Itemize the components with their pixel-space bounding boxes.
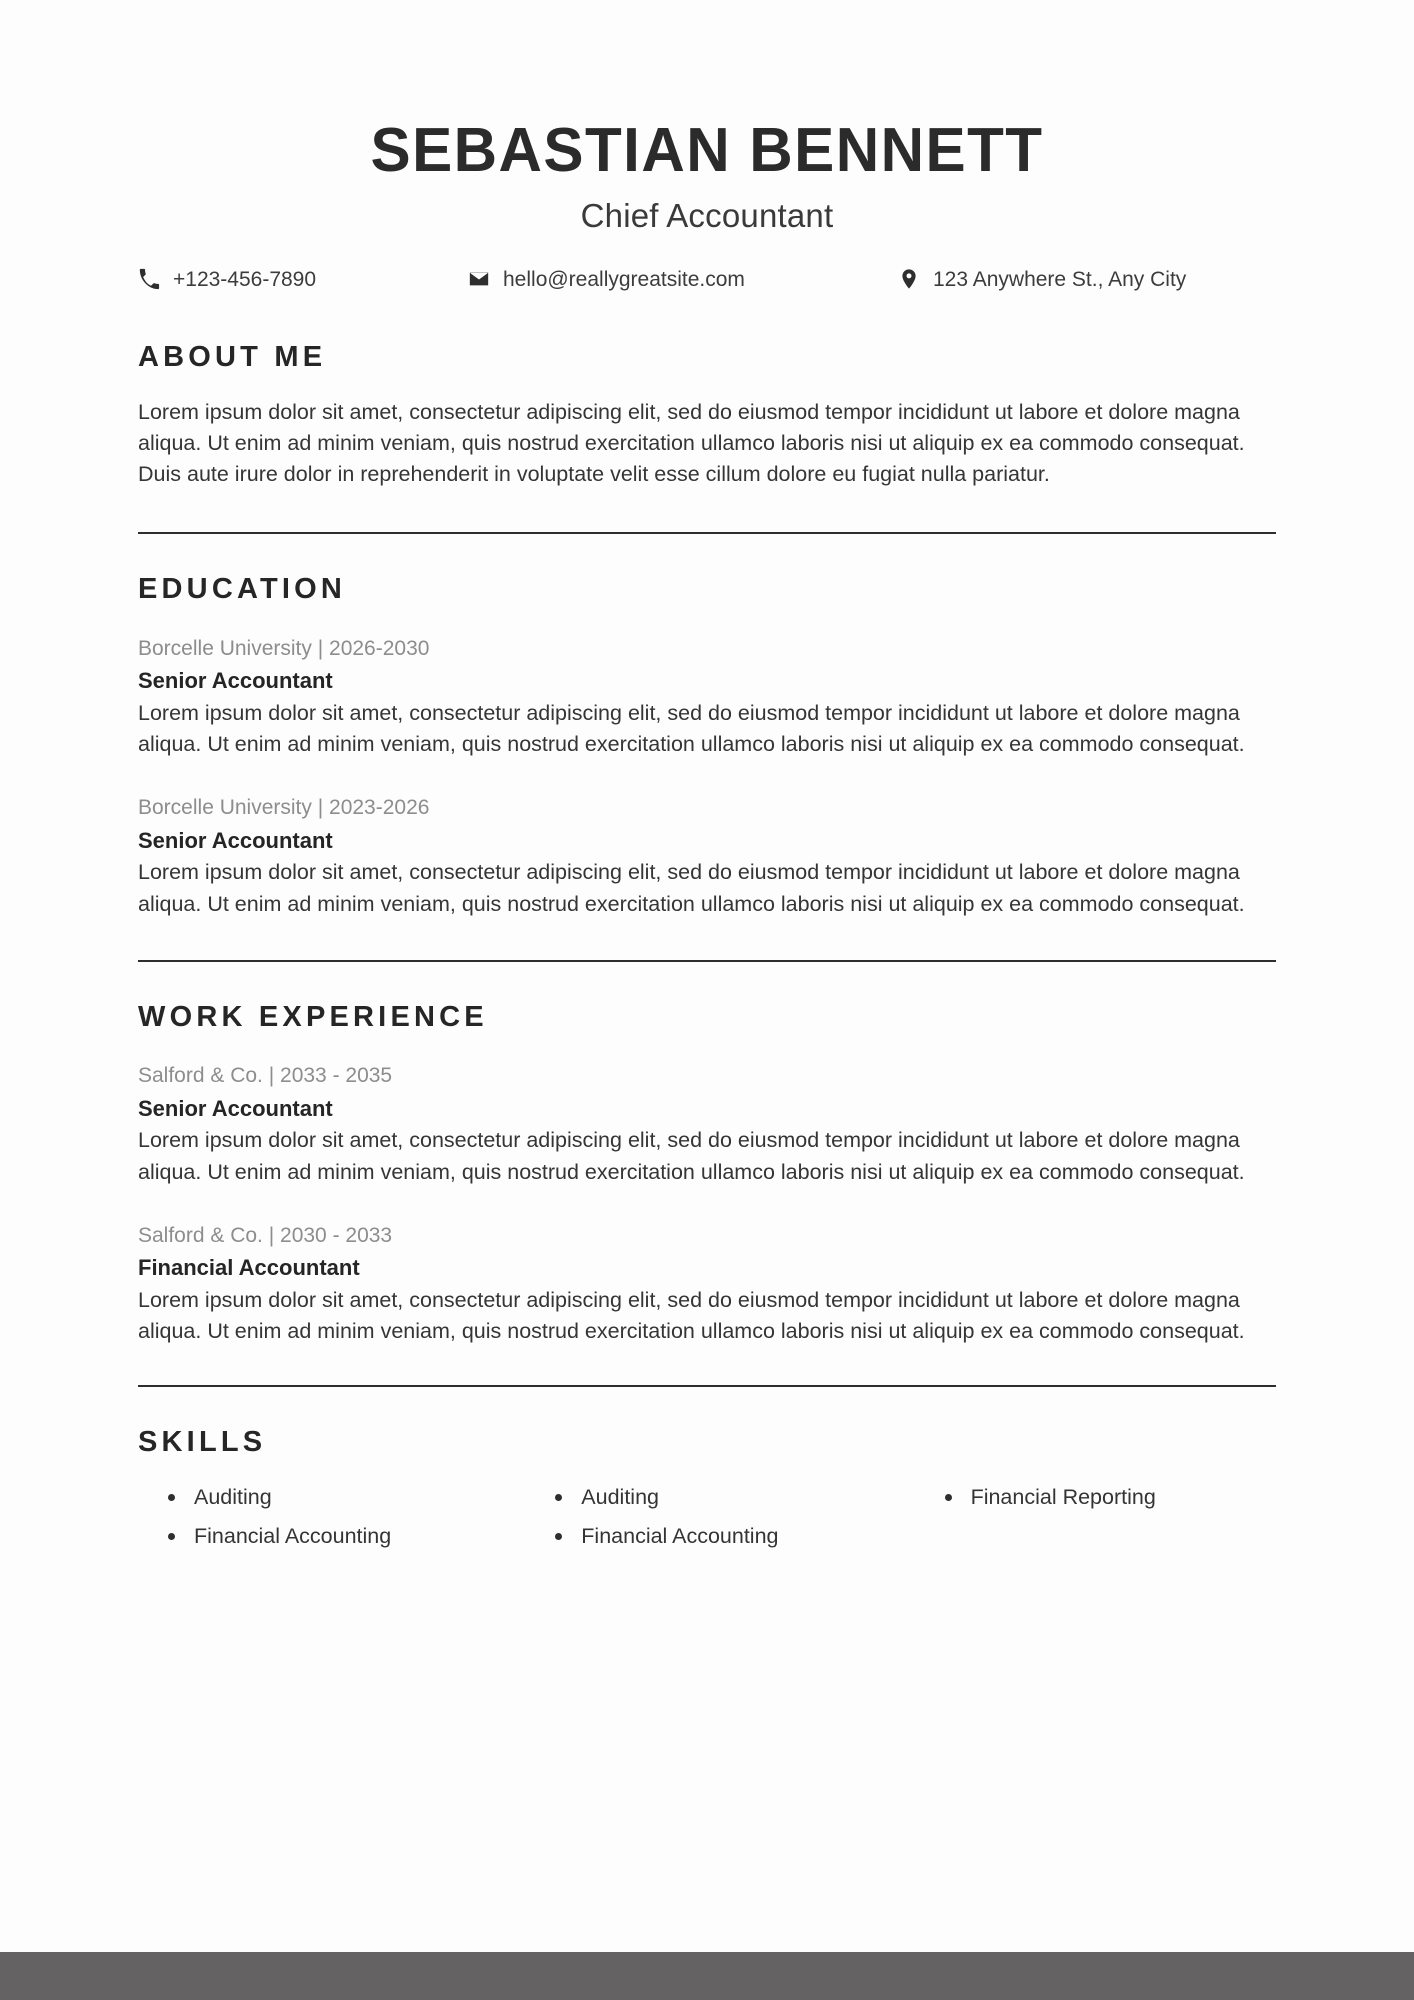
skills-column xyxy=(517,1482,896,1560)
skills-column xyxy=(138,1482,517,1560)
job-title: Chief Accountant xyxy=(580,196,834,234)
section-title-about-me: ABOUT ME xyxy=(138,341,327,374)
work-entry xyxy=(138,1062,1276,1187)
education-entry-role: Senior Accountant xyxy=(138,668,333,694)
divider-after-about xyxy=(138,532,1276,534)
list-item: Financial Accounting xyxy=(168,1521,517,1552)
contact-row xyxy=(138,268,1276,290)
skills-column xyxy=(897,1482,1276,1560)
resume-header xyxy=(138,0,1276,234)
work-entry xyxy=(138,1222,1276,1347)
list-item: Financial Reporting xyxy=(945,1482,1276,1513)
education-entry-role: Senior Accountant xyxy=(138,827,333,853)
skills-grid xyxy=(138,1482,1276,1560)
divider-after-work xyxy=(138,1385,1276,1387)
contact-address[interactable] xyxy=(898,268,1272,290)
about-me-text: Lorem ipsum dolor sit amet, consectetur adipiscing elit, sed do eiusmod tempor incididunt ut labore et dolore magna aliqua. Ut enim ad minim veniam, quis nostrud exercitation ullamco laboris nisi ut aliquip ex ea commodo consequat. Duis aute irure dolor in reprehenderit in voluptate velit esse cillum dolore eu fugiat nulla pariatur. xyxy=(138,399,1245,487)
contact-email-value: hello@reallygreatsite.com xyxy=(503,267,745,291)
resume-content xyxy=(138,0,1276,1560)
education-entry-description: Lorem ipsum dolor sit amet, consectetur adipiscing elit, sed do eiusmod tempor incididunt ut labore et dolore magna aliqua. Ut enim ad minim veniam, quis nostrud exercitation ullamco laboris nisi ut aliquip ex ea commodo consequat. xyxy=(138,860,1245,916)
location-pin-icon xyxy=(898,268,920,290)
education-entry-description: Lorem ipsum dolor sit amet, consectetur adipiscing elit, sed do eiusmod tempor incididunt ut labore et dolore magna aliqua. Ut enim ad minim veniam, quis nostrud exercitation ullamco laboris nisi ut aliquip ex ea commodo consequat. xyxy=(138,701,1245,757)
skills-list xyxy=(525,1482,896,1552)
page-title: SEBASTIAN BENNETT xyxy=(370,116,1044,185)
contact-phone[interactable] xyxy=(138,268,468,290)
section-title-skills: SKILLS xyxy=(138,1426,267,1459)
footer-bar xyxy=(0,1952,1414,2000)
list-item: Auditing xyxy=(168,1482,517,1513)
work-entry-role: Financial Accountant xyxy=(138,1255,360,1281)
education-entry xyxy=(138,635,1276,760)
section-work-experience xyxy=(138,1000,1276,1347)
envelope-icon xyxy=(468,268,490,290)
skills-list xyxy=(138,1482,517,1552)
education-entry-meta: Borcelle University | 2023-2026 xyxy=(138,796,430,820)
skills-list xyxy=(915,1482,1276,1513)
section-about-me xyxy=(138,340,1276,490)
contact-phone-value: +123-456-7890 xyxy=(173,267,317,291)
contact-email[interactable] xyxy=(468,268,898,290)
section-skills xyxy=(138,1425,1276,1560)
phone-icon xyxy=(138,268,160,290)
work-entry-meta: Salford & Co. | 2030 - 2033 xyxy=(138,1223,393,1247)
divider-after-education xyxy=(138,960,1276,962)
education-entry xyxy=(138,794,1276,919)
work-entry-description: Lorem ipsum dolor sit amet, consectetur adipiscing elit, sed do eiusmod tempor incididunt ut labore et dolore magna aliqua. Ut enim ad minim veniam, quis nostrud exercitation ullamco laboris nisi ut aliquip ex ea commodo consequat. xyxy=(138,1287,1245,1343)
work-entry-meta: Salford & Co. | 2033 - 2035 xyxy=(138,1064,393,1088)
work-entry-role: Senior Accountant xyxy=(138,1095,333,1121)
section-title-education: EDUCATION xyxy=(138,573,347,606)
education-entry-meta: Borcelle University | 2026-2030 xyxy=(138,637,430,661)
work-entry-description: Lorem ipsum dolor sit amet, consectetur adipiscing elit, sed do eiusmod tempor incididunt ut labore et dolore magna aliqua. Ut enim ad minim veniam, quis nostrud exercitation ullamco laboris nisi ut aliquip ex ea commodo consequat. xyxy=(138,1128,1245,1184)
contact-address-value: 123 Anywhere St., Any City xyxy=(933,267,1187,291)
section-education xyxy=(138,572,1276,919)
list-item: Financial Accounting xyxy=(555,1521,896,1552)
section-title-work-experience: WORK EXPERIENCE xyxy=(138,1000,488,1033)
list-item: Auditing xyxy=(555,1482,896,1513)
